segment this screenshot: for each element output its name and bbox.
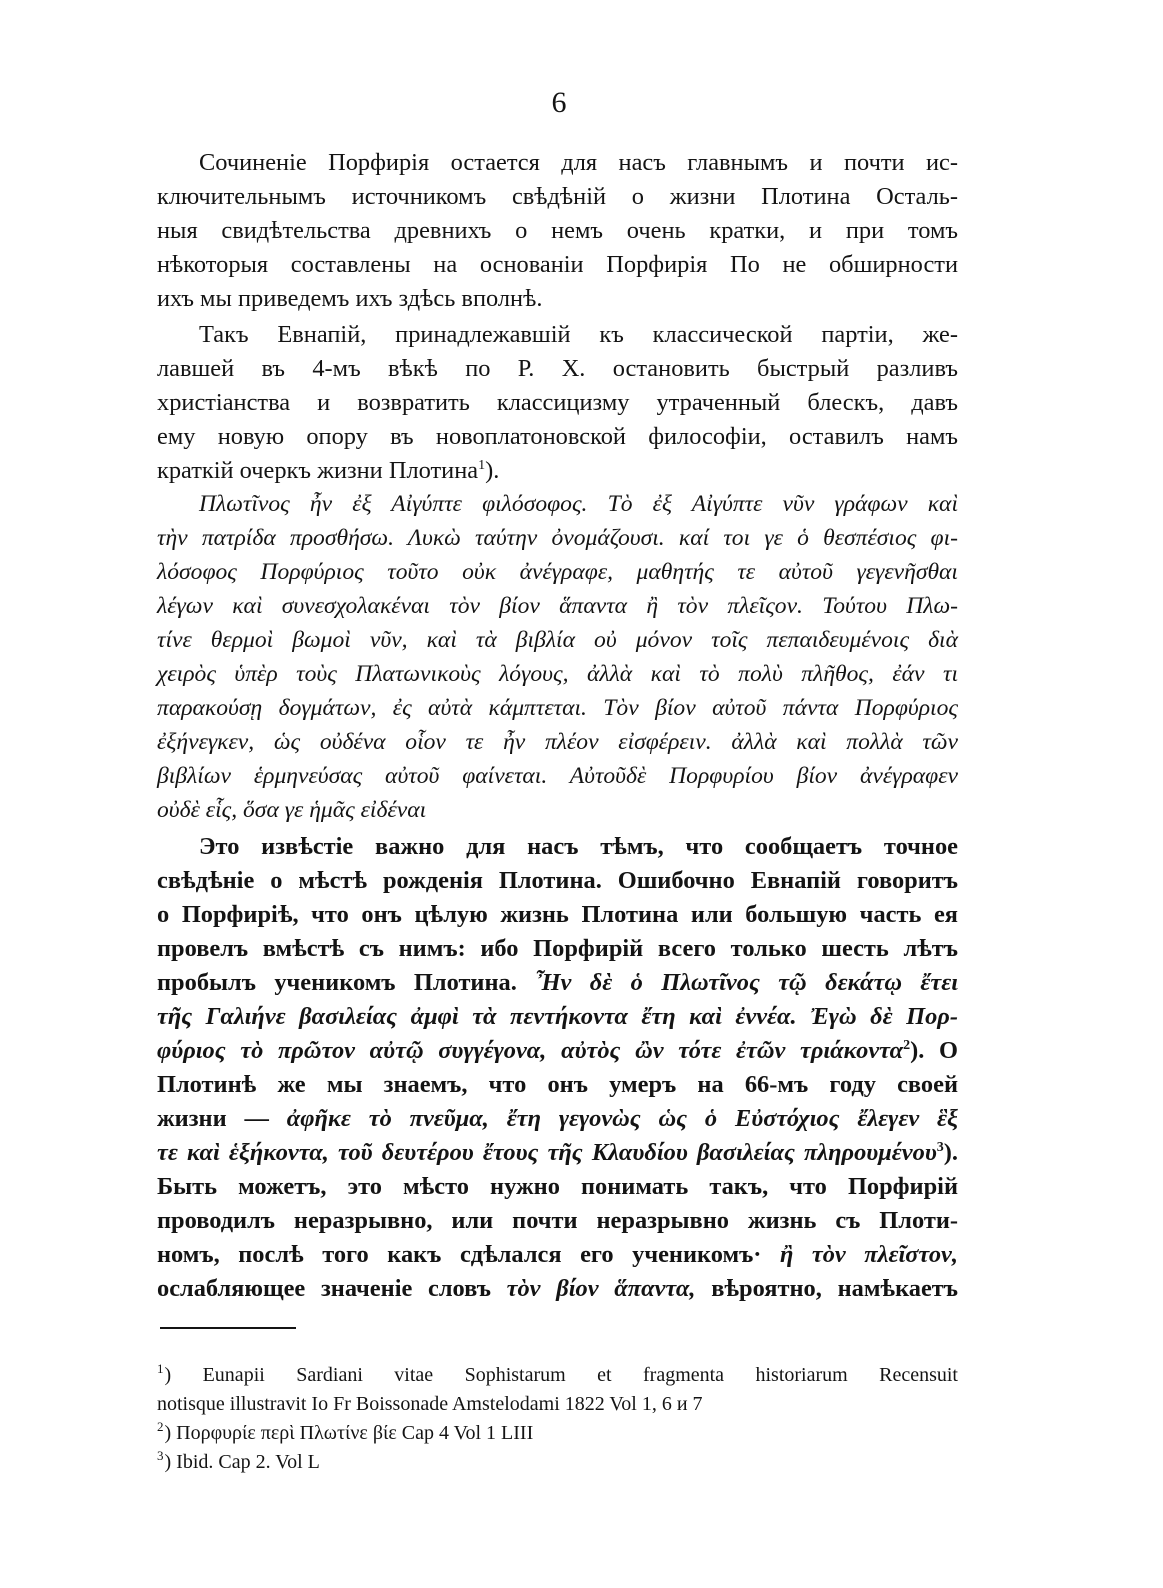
text-line: ныя свидѣтельства древнихъ о немъ очень кратки, и при томъ [157, 217, 958, 244]
text-line: проводилъ неразрывно, или почти неразрывно жизнь съ Плоти- [157, 1207, 958, 1234]
footnote-marker: 2 [157, 1419, 164, 1435]
text-segment: ослабляющее значеніе словъ [157, 1275, 491, 1302]
greek-segment: Ἦν δὲ ὁ Πλωτῖνος τῷ δεκάτῳ ἔτει [535, 969, 958, 996]
text-line [157, 1272, 958, 1306]
text-line: провелъ вмѣстѣ съ нимъ: ибо Порфирій всего только шесть лѣтъ [157, 935, 958, 962]
footnote-text: Πορφυρίε περὶ Πλωτίνε βίε Cap 4 Vol 1 LIII [176, 1422, 534, 1444]
text-line: Πλωτῖνος ἦν ἐξ Αἰγύπτε φιλόσοφος. Τὸ ἐξ Αἰγύπτε νῦν γράφων καὶ [199, 491, 958, 517]
footnote-3: $^3$) Ibid. Cap 2. Vol L [157, 1448, 320, 1473]
footnote-line: $^1$) Eunapii Sardiani vitae Sophistarum et fragmenta historiarum Recensuit [157, 1361, 958, 1386]
paragraph-3 [157, 830, 958, 1306]
text-line: ключительнымъ источникомъ свѣдѣній о жизни Плотина Осталь- [157, 183, 958, 210]
page-number: 6 [551, 86, 567, 119]
text-segment: жизни — [157, 1105, 269, 1132]
text-line: παρακούσῃ δογμάτων, ἐς αὐτὰ κάμπτεται. Τὸν βίον αὐτοῦ πάντα Πορφύριος [157, 695, 958, 721]
text-line: χειρὸς ὑπὲρ τοὺς Πλατωνικοὺς λόγους, ἀλλὰ καὶ τὸ πολὺ πλῆθος, ἐάν τι [157, 661, 958, 687]
paragraph-2 [157, 318, 958, 488]
text-segment: пробылъ ученикомъ Плотина. [157, 969, 517, 996]
footnote-ref[interactable]: 3 [936, 1139, 944, 1155]
greek-segment: ἢ τὸν πλεῖστον, [779, 1241, 958, 1268]
text-line: христіанства и возвратить классицизму утраченный блескъ, давъ [157, 389, 958, 416]
text-line [157, 1136, 958, 1170]
text-line [157, 454, 958, 488]
text-line: Это извѣстіе важно для насъ тѣмъ, что сообщаетъ точное [199, 833, 958, 860]
footnote-text: Ibid. Cap 2. Vol L [176, 1451, 320, 1473]
text-segment: вѣроятно, намѣкаетъ [711, 1275, 958, 1302]
text-segment: ). О [910, 1037, 958, 1064]
footnote-1 [157, 1361, 958, 1419]
text-line [157, 1034, 958, 1068]
text-segment: ). [485, 457, 500, 484]
text-line: свѣдѣніе о мѣстѣ рожденія Плотина. Ошибочно Евнапій говоритъ [157, 867, 958, 894]
footnote-marker: 1 [157, 1361, 164, 1377]
text-line: λόσοφος Πορφύριος τοῦτο οὐκ ἀνέγραφε, μαθητής τε αὐτοῦ γεγενῆσθαι [157, 559, 958, 585]
text-line: λέγων καὶ συνεσχολακέναι τὸν βίον ἅπαντα ἢ τὸν πλεῖςον. Τούτου Πλω- [157, 593, 958, 619]
footnotes [157, 1361, 958, 1477]
text-line: Сочиненіе Порфирія остается для насъ главнымъ и почти ис- [199, 149, 958, 176]
greek-segment: τε καὶ ἑξήκοντα, τοῦ δευτέρου ἔτους τῆς Κλαυδίου βασιλείας πληρουμένου [157, 1139, 937, 1166]
footnote-text: Eunapii Sardiani vitae Sophistarum et fragmenta historiarum Recensuit [202, 1364, 958, 1386]
text-line: ему новую опору въ новоплатоновской философіи, оставилъ намъ [157, 423, 958, 450]
text-line: Быть можетъ, это мѣсто нужно понимать такъ, что Порфирій [157, 1173, 958, 1200]
text-line: τίνε θερμοὶ βωμοὶ νῦν, καὶ τὰ βιβλία οὐ μόνον τοῖς πεπαιδευμένοις διὰ [157, 627, 958, 653]
greek-segment: ἀφῆκε τὸ πνεῦμα, ἔτη γεγονὼς ὡς ὁ Εὐστόχιος ἔλεγεν ἓξ [286, 1105, 958, 1132]
footnote-marker: 3 [157, 1448, 164, 1464]
text-line [157, 1102, 958, 1136]
greek-segment: φύριος τὸ πρῶτον αὐτῷ συγγέγονα, αὐτὸς ὢν τότε ἐτῶν τριάκοντα [157, 1037, 904, 1064]
text-line: Плотинѣ же мы знаемъ, что онъ умеръ на 66-мъ году своей [157, 1071, 958, 1098]
footnote-ref[interactable]: 2 [903, 1037, 911, 1053]
footnote-text: notisque illustravit Io Fr Boissonade Amstelodami 1822 Vol 1, 6 и 7 [157, 1393, 703, 1415]
text-line [157, 1000, 958, 1034]
text-line: Такъ Евнапій, принадлежавшій къ классической партіи, же- [199, 321, 958, 348]
text-segment: краткій очеркъ жизни Плотина [157, 457, 479, 484]
greek-segment: τὸν βίον ἅπαντα, [506, 1275, 696, 1302]
text-segment: ). [943, 1139, 958, 1166]
text-line: οὐδὲ εἷς, ὅσα γε ἡμᾶς εἰδέναι [157, 797, 427, 823]
text-line: лавшей въ 4-мъ вѣкѣ по Р. Х. остановить быстрый разливъ [157, 355, 958, 382]
paragraph-1 [157, 146, 958, 316]
text-line: τὴν πατρίδα προσθήσω. Λυκὼ ταύτην ὀνομάζουσι. καί τοι γε ὁ θεσπέσιος φι- [157, 525, 958, 551]
text-segment: номъ, послѣ того какъ сдѣлался его ученикомъ· [157, 1241, 762, 1268]
text-line: нѣкоторыя составлены на основаніи Порфирія По не обширности [157, 251, 958, 278]
footnote-divider [160, 1327, 296, 1329]
footnote-ref[interactable]: 1 [478, 457, 486, 473]
greek-segment: τῆς Γαλιήνε βασιλείας ἀμφὶ τὰ πεντήκοντα ἔτη καὶ ἐννέα. Ἐγὼ δὲ Πορ- [157, 1003, 958, 1030]
text-line: βιβλίων ἑρμηνεύσας αὐτοῦ φαίνεται. Αὐτοῦδὲ Πορφυρίου βίον ἀνέγραφεν [157, 763, 958, 789]
text-line: о Порфиріѣ, что онъ цѣлую жизнь Плотина или большую часть ея [157, 901, 958, 928]
text-line [157, 1238, 958, 1272]
text-line: ἐξήνεγκεν, ὡς οὐδένα οἷον τε ἦν πλέον εἰσφέρειν. ἀλλὰ καὶ πολλὰ τῶν [157, 729, 958, 755]
greek-quotation [157, 487, 958, 827]
text-line [157, 966, 958, 1000]
footnote-2: $^2$) Πορφυρίε περὶ Πλωτίνε βίε Cap 4 Vol 1 LIII [157, 1419, 534, 1444]
text-line: ихъ мы приведемъ ихъ здѣсь вполнѣ. [157, 285, 543, 312]
